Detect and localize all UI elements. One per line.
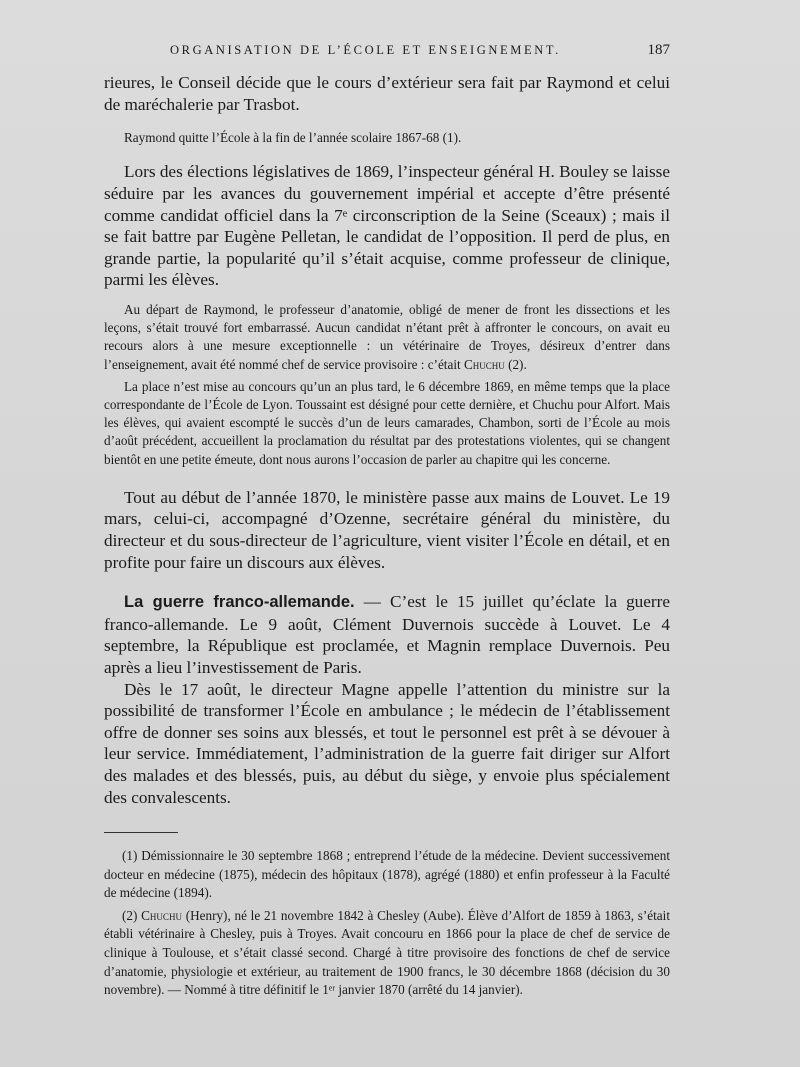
- small-print-block: [104, 301, 670, 469]
- paragraph-ambulance: Dès le 17 août, le directeur Magne appelle l’attention du ministre sur la possibilité de transformer l’École en ambulance ; le médecin de l’établissement offre de donner ses soins aux blessés, et tout le personnel est prêt à se dévouer à leur service. Immédiatement, l’administration de la guerre fait diriger sur Alfort des malades et des blessés, puis, au début du siège, y envoie plus spécialement des convalescents.: [104, 679, 670, 807]
- paragraph-raymond-departure: Raymond quitte l’École à la fin de l’année scolaire 1867-68 (1).: [124, 130, 462, 146]
- footnote-2-mark: (2): [122, 907, 138, 923]
- paragraph-continuation: rieures, le Conseil décide que le cours d’extérieur sera fait par Raymond et celui de maréchalerie par Trasbot.: [104, 73, 670, 114]
- body-text: [104, 72, 670, 1000]
- paragraph-war-text: — C’est le 15 juillet qu’éclate la guerre franco-allemande. Le 9 août, Clément Duvernois succède à Louvet. Le 4 septembre, la République est proclamée, et Magnin remplace Duvernois. Peu après a lieu l’investissement de Paris.: [104, 592, 670, 677]
- running-head: ORGANISATION DE L’ÉCOLE ET ENSEIGNEMENT.: [170, 43, 561, 57]
- paragraph-anatomy-chief-text: Au départ de Raymond, le professeur d’anatomie, obligé de mener de front les dissections et les leçons, s’était trouvé fort embarrassé. Aucun candidat n’étant prêt à affronter le concours, on avait eu recours alors à une mesure exceptionnelle : un vétérinaire de Troyes, désireux d’entrer dans l’enseignement, avait été nommé chef de service provisoire : c’était: [104, 301, 670, 372]
- footnote-2: [104, 907, 670, 1000]
- footnote-2-text: (Henry), né le 21 novembre 1842 à Chesley (Aube). Élève d’Alfort de 1859 à 1863, s’était établi vétérinaire à Chesley, puis à Troyes. Avait concouru en 1866 pour la place de chef de service de clinique à Toulouse, et s’était classé second. Chargé à titre provisoire des fonctions de chef de service d’anatomie, physiologie et extérieur, au traitement de 1900 francs, le 30 décembre 1868 (décision du 30 novembre). — Nommé à titre définitif le 1ᵉʳ janvier 1870 (arrêté du 14 janvier).: [104, 907, 670, 998]
- page-header: [170, 42, 670, 59]
- paragraph-war: [104, 591, 670, 678]
- paragraph-elections-1869: Lors des élections législatives de 1869, l’inspecteur général H. Bouley se laisse séduire par les avances du gouvernement impérial et accepte d’être présenté comme candidat officiel dans la 7ᵉ circonscription de la Seine (Sceaux) ; mais il se fait battre par Eugène Pelletan, le candidat de l’opposition. Il perd de plus, en grande partie, la popularité qu’il s’était acquise, comme professeur de clinique, parmi les élèves.: [104, 162, 670, 290]
- person-name-chuchu: Chuchu: [463, 356, 505, 372]
- paragraph-ministry-1870: Tout au début de l’année 1870, le ministère passe aux mains de Louvet. Le 19 mars, celui-ci, accompagné d’Ozenne, secrétaire général du ministère, du directeur et du sous-directeur de l’agriculture, vient visiter l’École en détail, et en profite pour faire un discours aux élèves.: [104, 487, 670, 572]
- footnote-ref-2: (2).: [508, 356, 527, 372]
- footnote-divider: [104, 832, 178, 833]
- footnote-2-name: Chuchu: [141, 907, 182, 923]
- paragraph-competition-1869: La place n’est mise au concours qu’un an plus tard, le 6 décembre 1869, en même temps que la place correspondante de l’École de Lyon. Toussaint est désigné pour cette dernière, et Chuchu pour Alfort. Mais les élèves, qui avaient escompté le succès d’un de leurs camarades, Chambon, sorti de l’École au mois d’août précédent, accueillent la proclamation du résultat par des protestations violentes, qui se changent bientôt en une petite émeute, dont nous aurons l’occasion de parler au chapitre qui les concerne.: [104, 378, 670, 467]
- paragraph-anatomy-chief: [104, 301, 670, 374]
- footnote-1: (1) Démissionnaire le 30 septembre 1868 ; entreprend l’étude de la médecine. Devient successivement docteur en médecine (1875), médecin des hôpitaux (1878), agrégé (1880) et enfin professeur à la Faculté de médecine (1894).: [104, 848, 670, 901]
- section-heading: La guerre franco-allemande.: [124, 593, 355, 612]
- page-number: 187: [647, 42, 670, 58]
